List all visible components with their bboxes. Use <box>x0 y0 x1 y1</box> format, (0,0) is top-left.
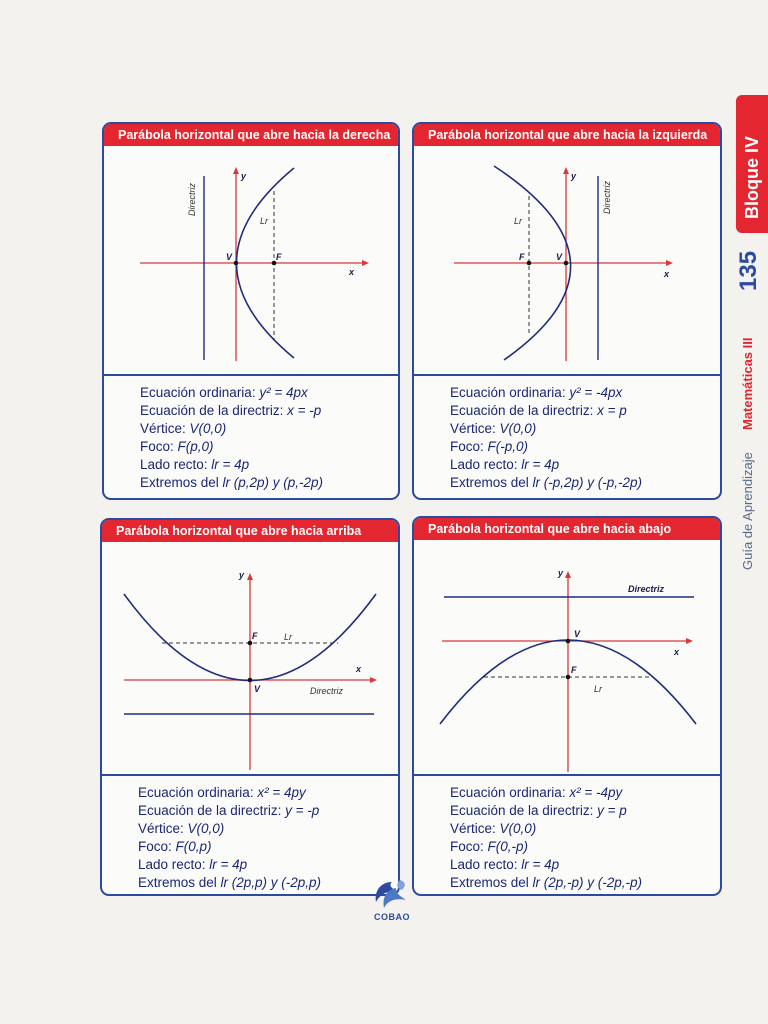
formula-line: Lado recto: lr = 4p <box>138 857 248 872</box>
y-axis-label: y <box>571 171 577 181</box>
vertex-point <box>566 639 571 644</box>
x-axis-label: x <box>349 267 355 277</box>
card-title: Parábola horizontal que abre hacia la derecha <box>104 124 398 146</box>
focus-point <box>248 641 253 646</box>
formula-line: Ecuación de la directriz: x = -p <box>140 403 322 418</box>
card-parabola-right <box>102 122 400 500</box>
focus-label: F <box>519 252 525 262</box>
formula-line: Ecuación de la directriz: x = p <box>450 403 627 418</box>
card-title: Parábola horizontal que abre hacia arriba <box>102 520 398 542</box>
y-axis-label: y <box>241 171 247 181</box>
cobao-logo <box>366 878 418 924</box>
formula-line: Foco: F(0,p) <box>138 839 212 854</box>
formula-line: Vértice: V(0,0) <box>140 421 227 436</box>
bloque-tab <box>736 95 768 233</box>
subject-label: Matemáticas III <box>740 337 755 430</box>
directrix-label: Directriz <box>187 183 197 216</box>
logo-text: COBAO <box>374 912 410 922</box>
y-axis-arrow <box>563 167 569 174</box>
card-formulas <box>414 774 720 894</box>
guide-label: Guía de Aprendizaje <box>740 452 755 570</box>
formula-line: Extremos del lr (-p,2p) y (-p,-2p) <box>450 475 643 490</box>
vertex-label: V <box>556 252 563 262</box>
directrix-label: Directriz <box>602 181 612 214</box>
formula-line: Ecuación ordinaria: x² = -4py <box>450 785 623 800</box>
y-axis-label: y <box>239 570 245 580</box>
card-formulas <box>414 374 720 498</box>
vertex-label: V <box>574 629 581 639</box>
x-axis-arrow <box>686 638 693 644</box>
latus-rectum-label: Lr <box>260 216 269 226</box>
y-axis-arrow <box>565 571 571 578</box>
y-axis-label: y <box>558 568 564 578</box>
card-formulas <box>102 774 398 894</box>
vertex-label: V <box>254 684 261 694</box>
directrix-label: Directriz <box>628 584 665 594</box>
cobao-logo-icon <box>366 878 418 912</box>
latus-rectum-label: Lr <box>514 216 523 226</box>
formula-line: Lado recto: lr = 4p <box>140 457 250 472</box>
vertex-label: V <box>226 252 233 262</box>
formula-line: Ecuación ordinaria: y² = 4px <box>140 385 308 400</box>
formula-line: Lado recto: lr = 4p <box>450 457 560 472</box>
directrix-label: Directriz <box>310 686 343 696</box>
vertex-point <box>234 261 239 266</box>
x-axis-arrow <box>666 260 673 266</box>
focus-label: F <box>276 252 282 262</box>
formula-line: Extremos del lr (2p,p) y (-2p,p) <box>138 875 322 890</box>
formula-line: Vértice: V(0,0) <box>450 421 537 436</box>
card-title: Parábola horizontal que abre hacia la izquierda <box>414 124 720 146</box>
focus-point <box>566 675 571 680</box>
side-bar <box>732 95 768 615</box>
latus-rectum-label: Lr <box>284 632 293 642</box>
card-parabola-left <box>412 122 722 500</box>
focus-label: F <box>252 631 258 641</box>
formula-line: Vértice: V(0,0) <box>450 821 537 836</box>
graph-parabola-down <box>414 540 722 772</box>
y-axis-arrow <box>233 167 239 174</box>
focus-point <box>527 261 532 266</box>
formula-line: Foco: F(p,0) <box>140 439 214 454</box>
card-parabola-down <box>412 516 722 896</box>
x-axis-label: x <box>674 647 680 657</box>
formula-line: Ecuación ordinaria: y² = -4px <box>450 385 623 400</box>
graph-parabola-left <box>414 146 722 374</box>
latus-rectum-label: Lr <box>594 684 603 694</box>
formula-line: Lado recto: lr = 4p <box>450 857 560 872</box>
formula-line: Ecuación de la directriz: y = -p <box>138 803 320 818</box>
card-title: Parábola horizontal que abre hacia abajo <box>414 518 720 540</box>
formula-line: Ecuación de la directriz: y = p <box>450 803 627 818</box>
card-parabola-up <box>100 518 400 896</box>
formula-line: Foco: F(-p,0) <box>450 439 529 454</box>
focus-label: F <box>571 665 577 675</box>
x-axis-arrow <box>362 260 369 266</box>
page-number: 135 <box>735 250 762 291</box>
formula-line: Foco: F(0,-p) <box>450 839 529 854</box>
x-axis-label: x <box>664 269 670 279</box>
formula-line: Extremos del lr (p,2p) y (p,-2p) <box>140 475 324 490</box>
bloque-label: Bloque IV <box>742 135 762 219</box>
graph-parabola-right <box>104 146 400 374</box>
vertex-point <box>564 261 569 266</box>
x-axis-label: x <box>356 664 362 674</box>
formula-line: Ecuación ordinaria: x² = 4py <box>138 785 306 800</box>
formula-line: Vértice: V(0,0) <box>138 821 225 836</box>
formula-line: Extremos del lr (2p,-p) y (-2p,-p) <box>450 875 643 890</box>
x-axis-arrow <box>370 677 377 683</box>
vertex-point <box>248 678 253 683</box>
card-formulas <box>104 374 398 498</box>
graph-parabola-up <box>102 542 400 774</box>
y-axis-arrow <box>247 573 253 580</box>
